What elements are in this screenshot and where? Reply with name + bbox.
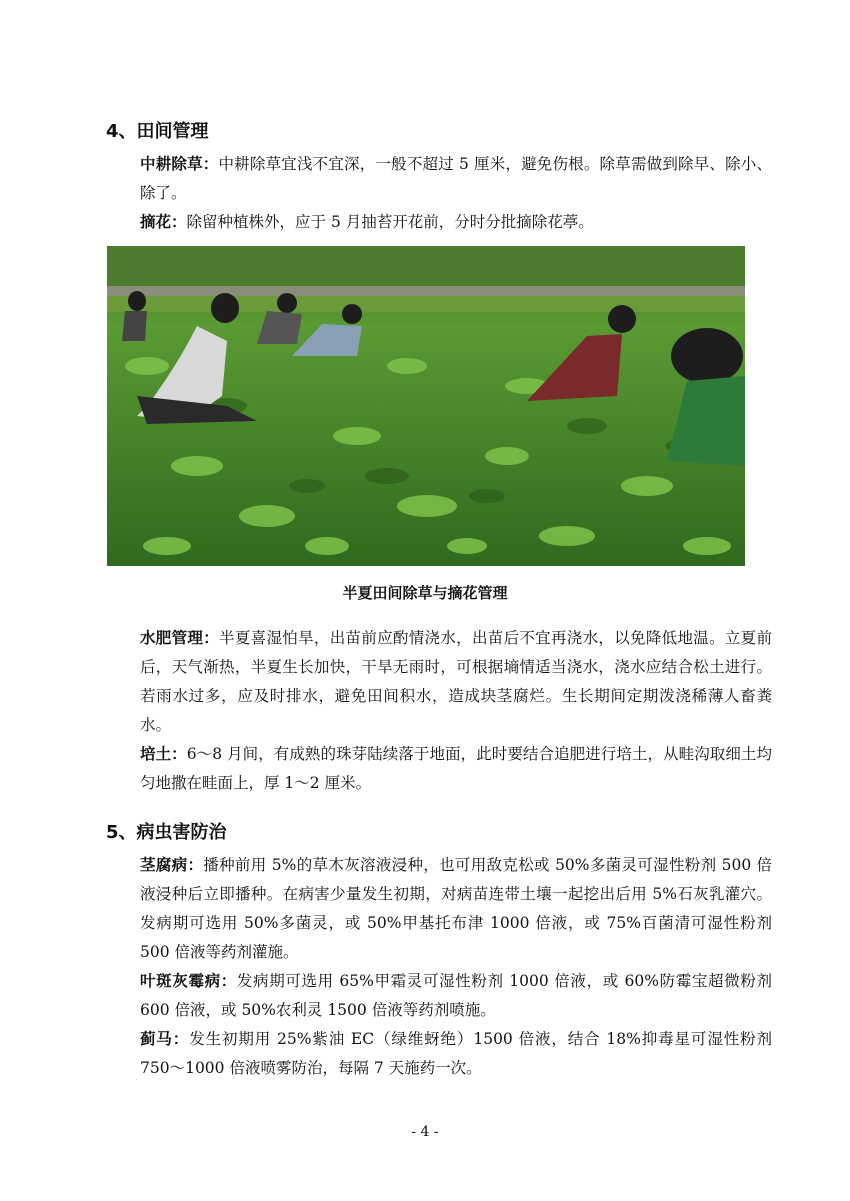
lead-water-fertilizer: 水肥管理： [140, 629, 220, 647]
text-thrips: 发生初期用 25%紫油 EC（绿维蚜绝）1500 倍液，结合 18%抑毒星可湿性粉剂 750～1000 倍液喷雾防治，每隔 7 天施药一次。 [140, 1030, 772, 1077]
paragraph-thrips [106, 1025, 772, 1083]
text-flower-picking: 除留种植株外，应于 5 月抽苔开花前，分时分批摘除花葶。 [186, 213, 594, 231]
photo-caption: 半夏田间除草与摘花管理 [342, 584, 508, 602]
text-earthing-up: 6～8 月间，有成熟的珠芽陆续落于地面，此时要结合追肥进行培土，从畦沟取细土均匀地撒在畦面上，厚 1～2 厘米。 [140, 745, 772, 792]
lead-earthing-up: 培土： [140, 745, 187, 763]
section-heading-field-management: 4、田间管理 [106, 121, 209, 142]
text-stem-rot: 播种前用 5%的草木灰溶液浸种，也可用敌克松或 50%多菌灵可湿性粉剂 500 倍液浸种后立即播种。在病害少量发生初期，对病苗连带土壤一起挖出后用 5%石灰乳灌穴。发病期可选用 50%多菌灵，或 50%甲基托布津 1000 倍液，或 75%百菌清可湿性粉剂 500 倍液等药剂灌施。 [140, 856, 772, 961]
lead-flower-picking: 摘花： [140, 213, 187, 231]
paragraph-water-fertilizer [106, 624, 772, 740]
paragraph-leaf-spot [106, 967, 772, 1025]
lead-leaf-spot: 叶斑灰霉病： [140, 972, 237, 990]
field-photo-illustration [107, 246, 745, 566]
text-leaf-spot: 发病期可选用 65%甲霜灵可湿性粉剂 1000 倍液，或 60%防霉宝超微粉剂 600 倍液，或 50%农利灵 1500 倍液等药剂喷施。 [140, 972, 772, 1019]
text-weeding: 中耕除草宜浅不宜深，一般不超过 5 厘米，避免伤根。除草需做到除早、除小、除了。 [140, 155, 772, 202]
text-water-fertilizer: 半夏喜湿怕旱，出苗前应酌情浇水，出苗后不宜再浇水，以免降低地温。立夏前后，天气渐热，半夏生长加快，干旱无雨时，可根据墒情适当浇水，浇水应结合松土进行。若雨水过多，应及时排水，避免田间积水，造成块茎腐烂。生长期间定期泼浇稀薄人畜粪水。 [140, 629, 772, 734]
paragraph-weeding [106, 150, 772, 208]
lead-weeding: 中耕除草： [140, 155, 219, 173]
paragraph-earthing-up [106, 740, 772, 798]
field-photo [107, 246, 745, 566]
paragraph-flower-picking [106, 208, 772, 237]
page-number: - 4 - [411, 1124, 439, 1140]
lead-thrips: 蓟马： [140, 1030, 190, 1048]
section-heading-pest-control: 5、病虫害防治 [106, 822, 227, 843]
paragraph-stem-rot [106, 851, 772, 967]
lead-stem-rot: 茎腐病： [140, 856, 204, 874]
